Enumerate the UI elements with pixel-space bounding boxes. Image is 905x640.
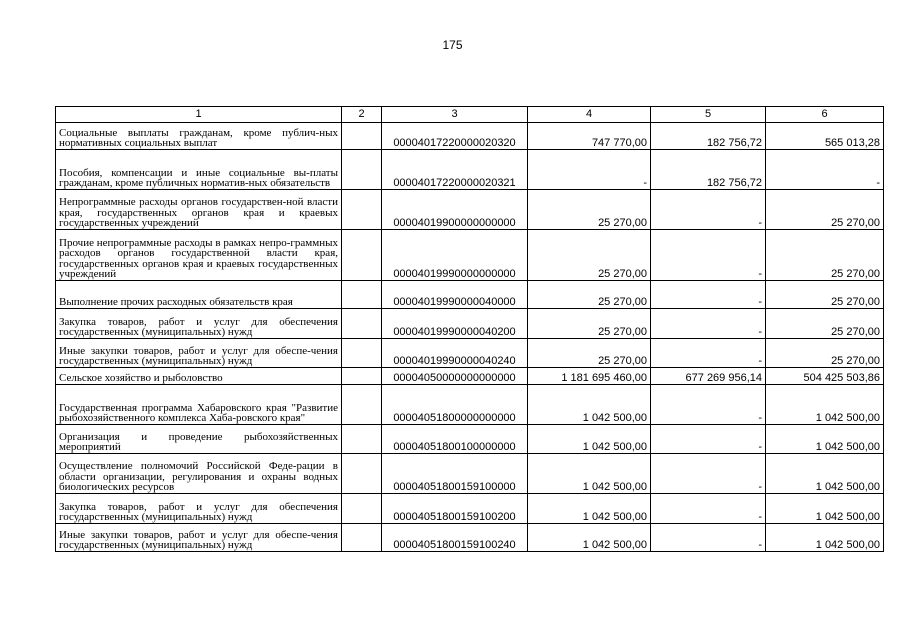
row-value-5: - (651, 454, 766, 494)
column-header-1: 1 (56, 107, 342, 123)
row-name: Иные закупки товаров, работ и услуг для обеспе-чения государственных (муниципальных) нужд (56, 339, 342, 368)
row-value-4: 747 770,00 (528, 123, 651, 150)
row-col2 (342, 150, 382, 190)
row-value-6: 25 270,00 (766, 190, 884, 230)
table-row (56, 123, 884, 150)
row-value-6: 25 270,00 (766, 339, 884, 368)
row-value-5: - (651, 385, 766, 425)
row-value-4: - (528, 150, 651, 190)
row-value-6: 565 013,28 (766, 123, 884, 150)
table-row (56, 454, 884, 494)
row-value-5: - (651, 230, 766, 281)
row-value-6: 1 042 500,00 (766, 385, 884, 425)
row-value-4: 1 042 500,00 (528, 425, 651, 454)
row-name: Закупка товаров, работ и услуг для обеспечения государственных (муниципальных) нужд (56, 494, 342, 524)
row-name: Сельское хозяйство и рыболовство (56, 368, 342, 385)
row-name: Непрограммные расходы органов государствен-ной власти края, государственных органов края и краевых государственных учреждений (56, 190, 342, 230)
row-name: Осуществление полномочий Российской Феде-рации в области организации, регулирования и охраны водных биологических ресурсов (56, 454, 342, 494)
row-value-5: - (651, 309, 766, 339)
row-code: 00004051800159100000 (382, 454, 528, 494)
row-col2 (342, 309, 382, 339)
row-code: 00004051800159100200 (382, 494, 528, 524)
table-header-row (56, 107, 884, 123)
row-name: Выполнение прочих расходных обязательств края (56, 281, 342, 309)
row-code: 00004051800100000000 (382, 425, 528, 454)
row-col2 (342, 339, 382, 368)
row-col2 (342, 123, 382, 150)
table-row (56, 281, 884, 309)
row-name: Пособия, компенсации и иные социальные вы-платы гражданам, кроме публичных норматив-ных обязательств (56, 150, 342, 190)
row-value-6: 1 042 500,00 (766, 454, 884, 494)
budget-table (55, 106, 884, 552)
row-value-6: 1 042 500,00 (766, 494, 884, 524)
row-name: Закупка товаров, работ и услуг для обеспечения государственных (муниципальных) нужд (56, 309, 342, 339)
row-value-4: 1 042 500,00 (528, 524, 651, 552)
row-name: Прочие непрограммные расходы в рамках непро-граммных расходов органов государственной власти края, государственных органов края и краевых государственных учреждений (56, 230, 342, 281)
row-value-6: 25 270,00 (766, 281, 884, 309)
row-col2 (342, 230, 382, 281)
row-name: Организация и проведение рыбохозяйственных мероприятий (56, 425, 342, 454)
row-code: 00004019990000040000 (382, 281, 528, 309)
row-code: 00004051800000000000 (382, 385, 528, 425)
row-value-6: 1 042 500,00 (766, 425, 884, 454)
row-code: 00004017220000020320 (382, 123, 528, 150)
row-code: 00004051800159100240 (382, 524, 528, 552)
row-value-4: 25 270,00 (528, 230, 651, 281)
table-row (56, 309, 884, 339)
row-value-5: - (651, 524, 766, 552)
column-header-5: 5 (651, 107, 766, 123)
row-code: 00004019990000000000 (382, 230, 528, 281)
row-value-5: 182 756,72 (651, 150, 766, 190)
row-value-5: - (651, 494, 766, 524)
row-name: Государственная программа Хабаровского края "Развитие рыбохозяйственного комплекса Хаба-ровского края" (56, 385, 342, 425)
column-header-3: 3 (382, 107, 528, 123)
row-col2 (342, 281, 382, 309)
row-value-4: 1 042 500,00 (528, 494, 651, 524)
row-value-4: 1 042 500,00 (528, 454, 651, 494)
row-value-5: 677 269 956,14 (651, 368, 766, 385)
table-row (56, 494, 884, 524)
row-col2 (342, 368, 382, 385)
row-value-4: 25 270,00 (528, 281, 651, 309)
row-value-5: - (651, 425, 766, 454)
row-col2 (342, 190, 382, 230)
row-value-4: 1 181 695 460,00 (528, 368, 651, 385)
row-value-5: - (651, 281, 766, 309)
row-value-4: 25 270,00 (528, 339, 651, 368)
table-row (56, 339, 884, 368)
table-row (56, 150, 884, 190)
row-code: 00004019900000000000 (382, 190, 528, 230)
row-col2 (342, 524, 382, 552)
row-value-6: 504 425 503,86 (766, 368, 884, 385)
row-value-4: 25 270,00 (528, 190, 651, 230)
page-number: 175 (442, 38, 463, 52)
table-row (56, 190, 884, 230)
table-row (56, 385, 884, 425)
table-row (56, 230, 884, 281)
row-value-6: 1 042 500,00 (766, 524, 884, 552)
row-value-4: 1 042 500,00 (528, 385, 651, 425)
row-value-5: 182 756,72 (651, 123, 766, 150)
row-code: 00004019990000040200 (382, 309, 528, 339)
table-row (56, 524, 884, 552)
column-header-4: 4 (528, 107, 651, 123)
row-value-6: - (766, 150, 884, 190)
row-value-4: 25 270,00 (528, 309, 651, 339)
row-value-6: 25 270,00 (766, 309, 884, 339)
column-header-6: 6 (766, 107, 884, 123)
row-col2 (342, 494, 382, 524)
row-name: Иные закупки товаров, работ и услуг для обеспе-чения государственных (муниципальных) нужд (56, 524, 342, 552)
row-name: Социальные выплаты гражданам, кроме публич-ных нормативных социальных выплат (56, 123, 342, 150)
row-col2 (342, 454, 382, 494)
row-code: 00004017220000020321 (382, 150, 528, 190)
row-value-5: - (651, 339, 766, 368)
table-row (56, 368, 884, 385)
table-row (56, 425, 884, 454)
row-value-6: 25 270,00 (766, 230, 884, 281)
column-header-2: 2 (342, 107, 382, 123)
row-col2 (342, 425, 382, 454)
row-col2 (342, 385, 382, 425)
row-code: 00004019990000040240 (382, 339, 528, 368)
row-value-5: - (651, 190, 766, 230)
row-code: 00004050000000000000 (382, 368, 528, 385)
